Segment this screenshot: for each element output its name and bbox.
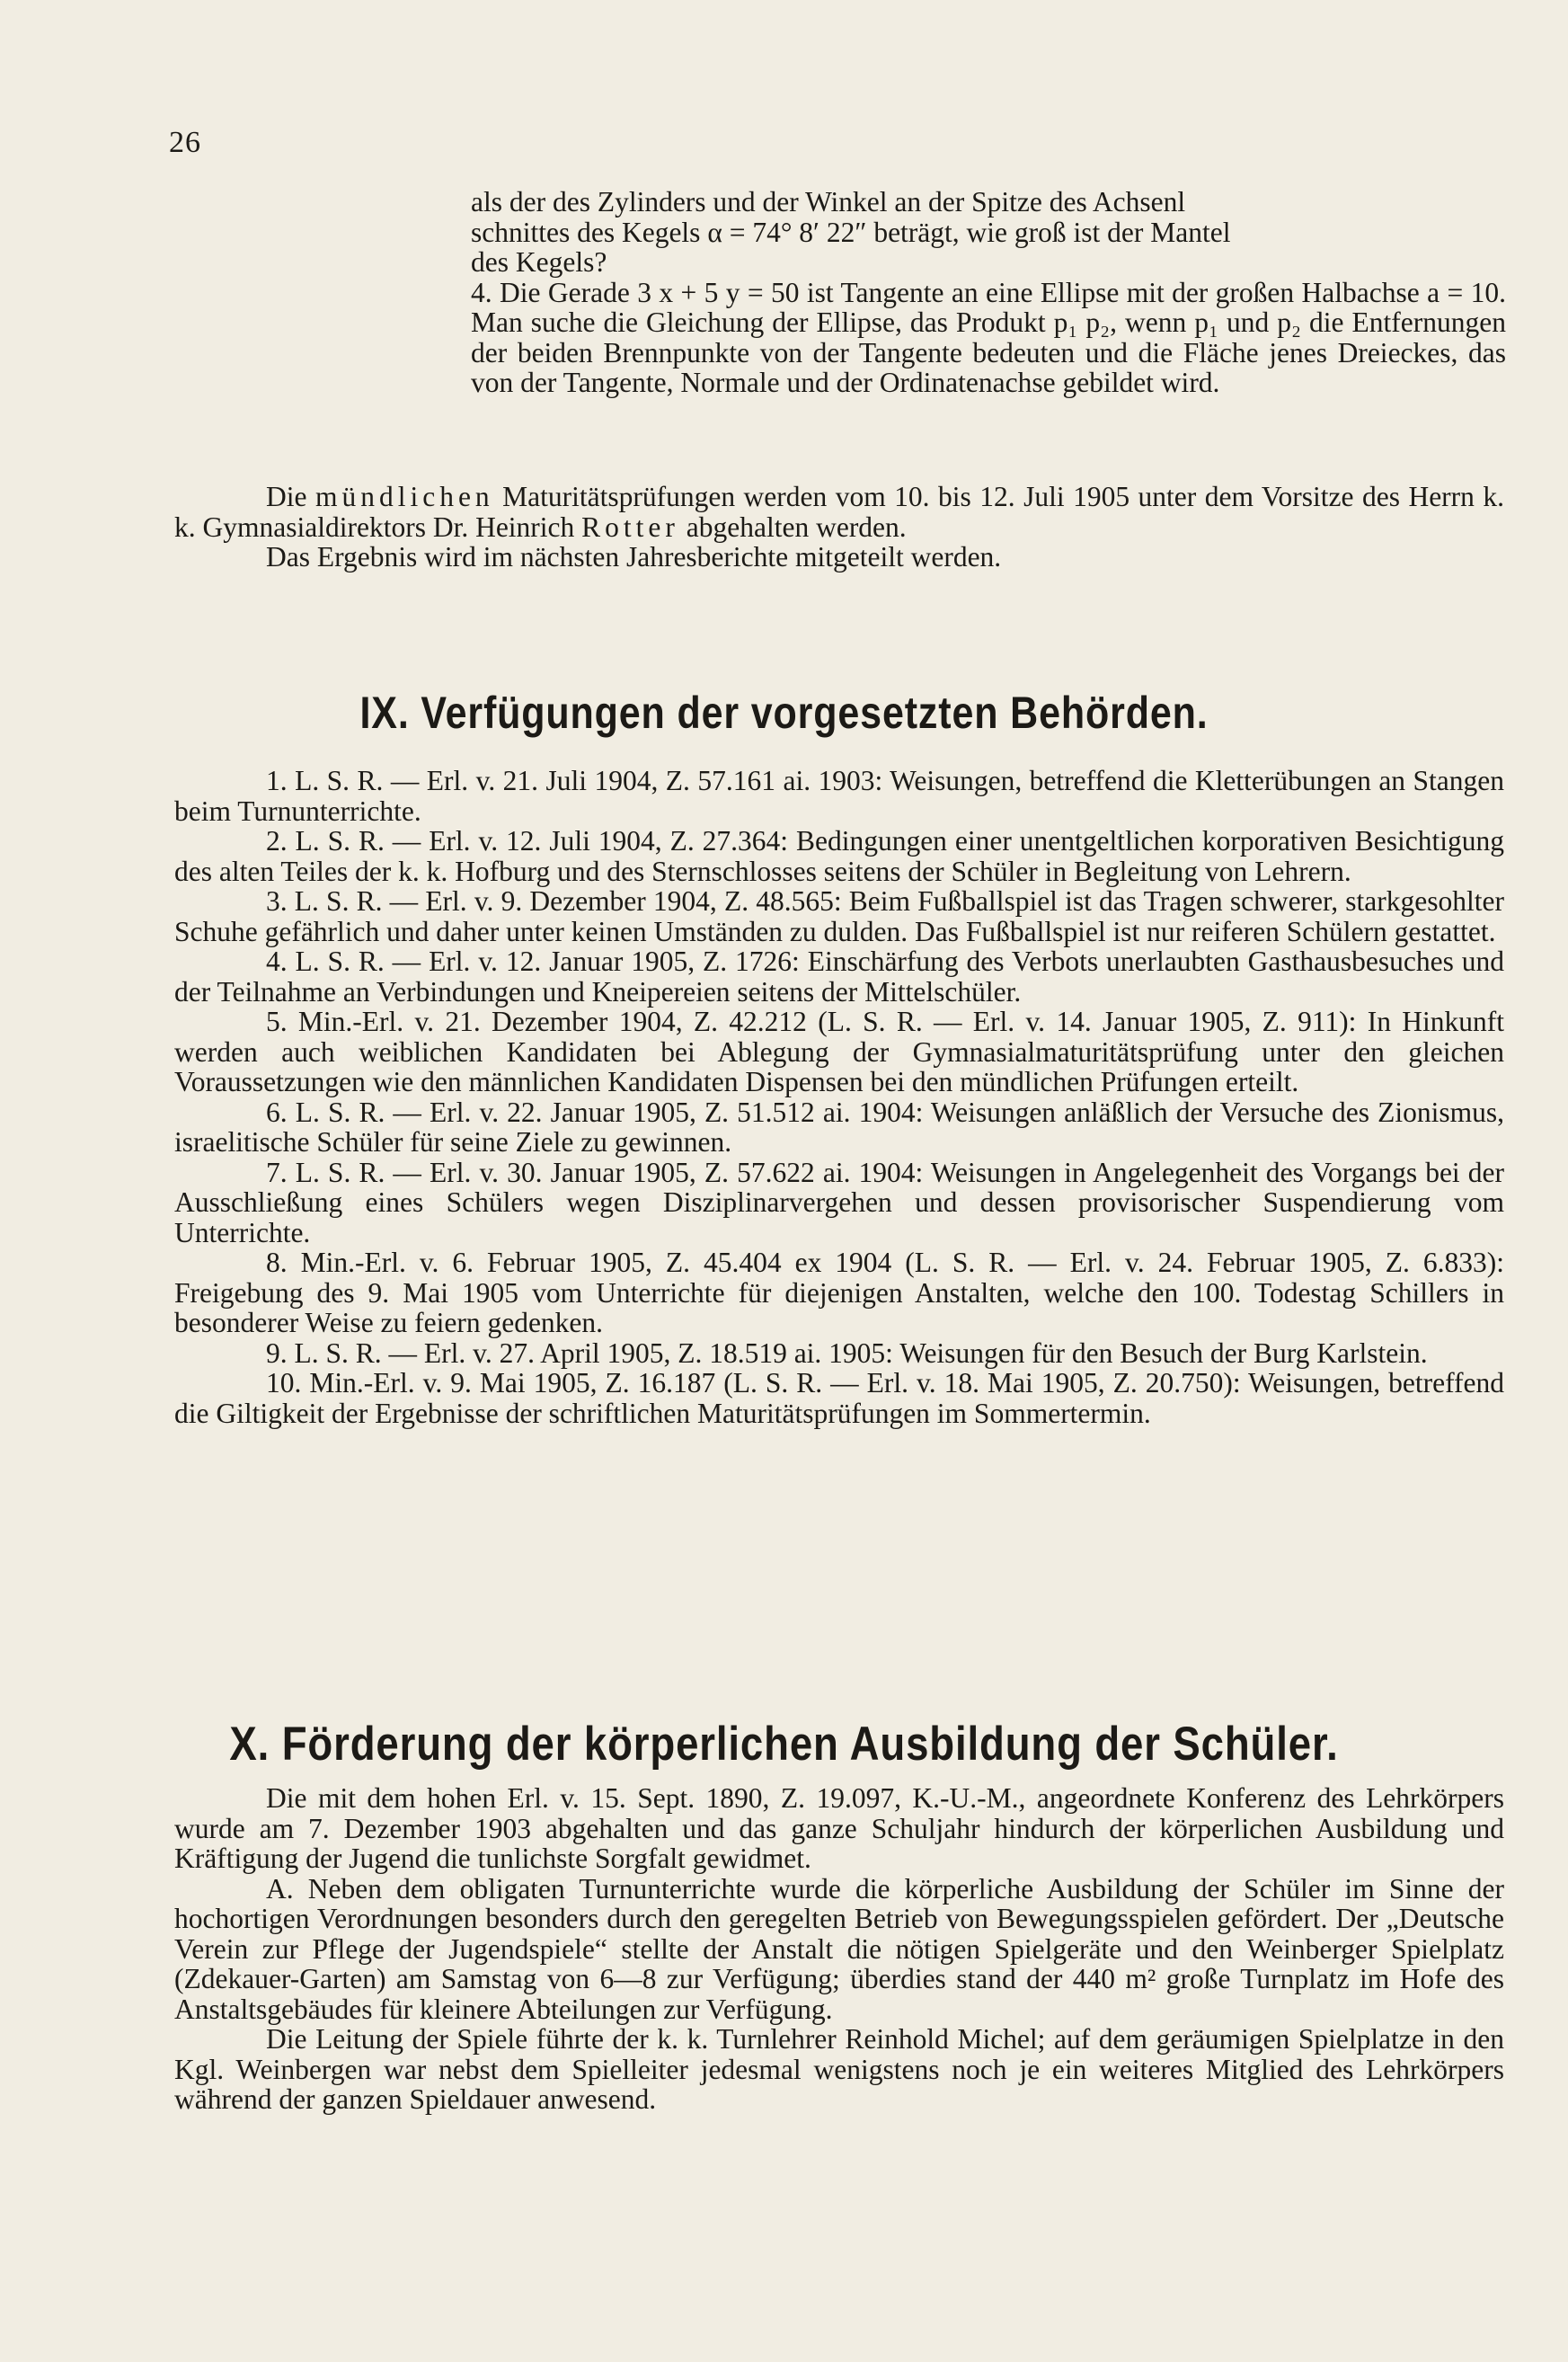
oral-pre: Die [266,481,307,512]
oral-spaced-word: mündlichen [314,481,494,512]
decree-item: 9. L. S. R. — Erl. v. 27. April 1905, Z. 18.519 ai. 1905: Weisungen für den Besuch der Burg Karlstein. [266,1336,1428,1369]
section-heading-ix: IX. Verfügungen der vorgesetzten Behörden. [359,688,1209,738]
exam-task-continuation [174,187,1504,398]
section-x-paragraph: Die mit dem hohen Erl. v. 15. Sept. 1890, Z. 19.097, K.-U.-M., angeordnete Konferenz des Lehrkörpers wurde am 7. Dezember 1903 abgehalten und das ganze Schuljahr hindurch der körperlichen Ausbildung und Kräftigung der Jugend die tunlichste Sorgfalt gewidmet. [174,1782,1504,1874]
section-x-paragraph: A. Neben dem obligaten Turnunterrichte wurde die körperliche Ausbildung der Schüler im Sinne der hochortigen Verordnungen besonders durch den geregelten Betrieb von Bewegungsspielen gefördert. Der „Deutsche Verein zur Pflege der Jugendspiele“ stellte der Anstalt die nötigen Spielgeräte und den Weinberger Spielplatz (Zdekauer-Garten) am Samstag von 6—8 zur Verfügung; überdies stand der 440 m² große Turnplatz im Hofe des Anstaltsgebäudes für kleinere Abteilungen zur Verfügung. [174,1872,1504,2025]
task-continuation-block [471,187,1506,398]
continuation-line: schnittes des Kegels α = 74° 8′ 22″ beträgt, wie groß ist der Mantel [471,216,1231,248]
page-number: 26 [169,126,201,159]
decree-item: 8. Min.-Erl. v. 6. Februar 1905, Z. 45.404 ex 1904 (L. S. R. — Erl. v. 24. Februar 1905, Z. 6.833): Freigebung des 9. Mai 1905 vom Unterrichte für diejenigen Anstalten, welche den 100. Todestag Schillers in besonderer Weise zu feiern gedenken. [174,1247,1504,1338]
decree-item: 7. L. S. R. — Erl. v. 30. Januar 1905, Z. 57.622 ai. 1904: Weisungen in Angelegenheit des Vorgangs bei der Ausschließung eines Schülers wegen Disziplinarvergehen und dessen provisorischer Suspendierung vom Unterrichte. [174,1156,1504,1248]
continuation-line: als der des Zylinders und der Winkel an der Spitze des Achsenl [471,186,1186,218]
section-ix-list [174,766,1504,1428]
decree-item: 4. L. S. R. — Erl. v. 12. Januar 1905, Z. 1726: Einschärfung des Verbots unerlaubten Gasthausbesuches und der Teilnahme an Verbindungen und Kneipereien seitens der Mittelschüler. [174,946,1504,1008]
director-name: Rotter [581,511,679,543]
section-x-paragraph: Die Leitung der Spiele führte der k. k. Turnlehrer Reinhold Michel; auf dem geräumigen Spielplatze in den Kgl. Weinbergen war nebst dem Spielleiter jedesmal wenigstens noch je ein weiteres Mitglied des Lehrkörpers während der ganzen Spieldauer anwesend. [174,2023,1504,2115]
decree-item: 3. L. S. R. — Erl. v. 9. Dezember 1904, Z. 48.565: Beim Fußballspiel ist das Tragen schwerer, starkgesohlter Schuhe gefährlich und daher unter keinen Umständen zu dulden. Das Fußballspiel ist nur reiferen Schülern gestattet. [174,885,1504,947]
decree-item: 10. Min.-Erl. v. 9. Mai 1905, Z. 16.187 (L. S. R. — Erl. v. 18. Mai 1905, Z. 20.750): Weisungen, betreffend die Giltigkeit der Ergebnisse der schriftlichen Maturitätsprüfungen im Sommertermin. [174,1367,1504,1429]
oral-exam-notice [174,482,1504,573]
decree-item: 5. Min.-Erl. v. 21. Dezember 1904, Z. 42.212 (L. S. R. — Erl. v. 14. Januar 1905, Z. 911): In Hinkunft werden auch weiblichen Kandidaten bei Ablegung der Gymnasialmaturitätsprüfung unter den gleichen Voraussetzungen wie den männlichen Kandidaten Dispensen bei den mündlichen Prüfungen erteilt. [174,1006,1504,1097]
oral-post: abgehalten werden. [686,511,907,543]
decree-item: 1. L. S. R. — Erl. v. 21. Juli 1904, Z. 57.161 ai. 1903: Weisungen, betreffend die Kletterübungen an Stangen beim Turnunterrichte. [174,765,1504,827]
decree-item: 6. L. S. R. — Erl. v. 22. Januar 1905, Z. 51.512 ai. 1904: Weisungen anläßlich der Versuche des Zionismus, israelitische Schüler für seine Ziele zu gewinnen. [174,1096,1504,1158]
oral-exam-paragraph [174,482,1504,542]
result-paragraph: Das Ergebnis wird im nächsten Jahresberichte mitgeteilt werden. [266,541,1002,573]
task-item-4: 4. Die Gerade 3 x + 5 y = 50 ist Tangente an eine Ellipse mit der großen Halbachse a = 10. Man suche die Gleichung der Ellipse, das Produkt p₁ p₂, wenn p₁ und p₂ die Entfernungen der beiden Brennpunkte von der Tangente bedeuten und die Fläche jenes Dreieckes, das von der Tangente, Normale und der Ordinatenachse gebildet wird. [471,276,1506,398]
section-x-body [174,1783,1504,2115]
section-heading-x: X. Förderung der körperlichen Ausbildung der Schüler. [229,1718,1339,1771]
continuation-line: des Kegels? [471,246,607,278]
oral-mid: Maturitätsprüfungen werden vom 10. bis 12. Juli 1905 unter dem Vorsitze des Herrn k. k. Gymnasialdirektors Dr. Heinrich [174,481,1504,543]
decree-item: 2. L. S. R. — Erl. v. 12. Juli 1904, Z. 27.364: Bedingungen einer unentgeltlichen korporativen Besichtigung des alten Teiles der k. k. Hofburg und des Sternschlosses seitens der Schüler in Begleitung von Lehrern. [174,825,1504,887]
